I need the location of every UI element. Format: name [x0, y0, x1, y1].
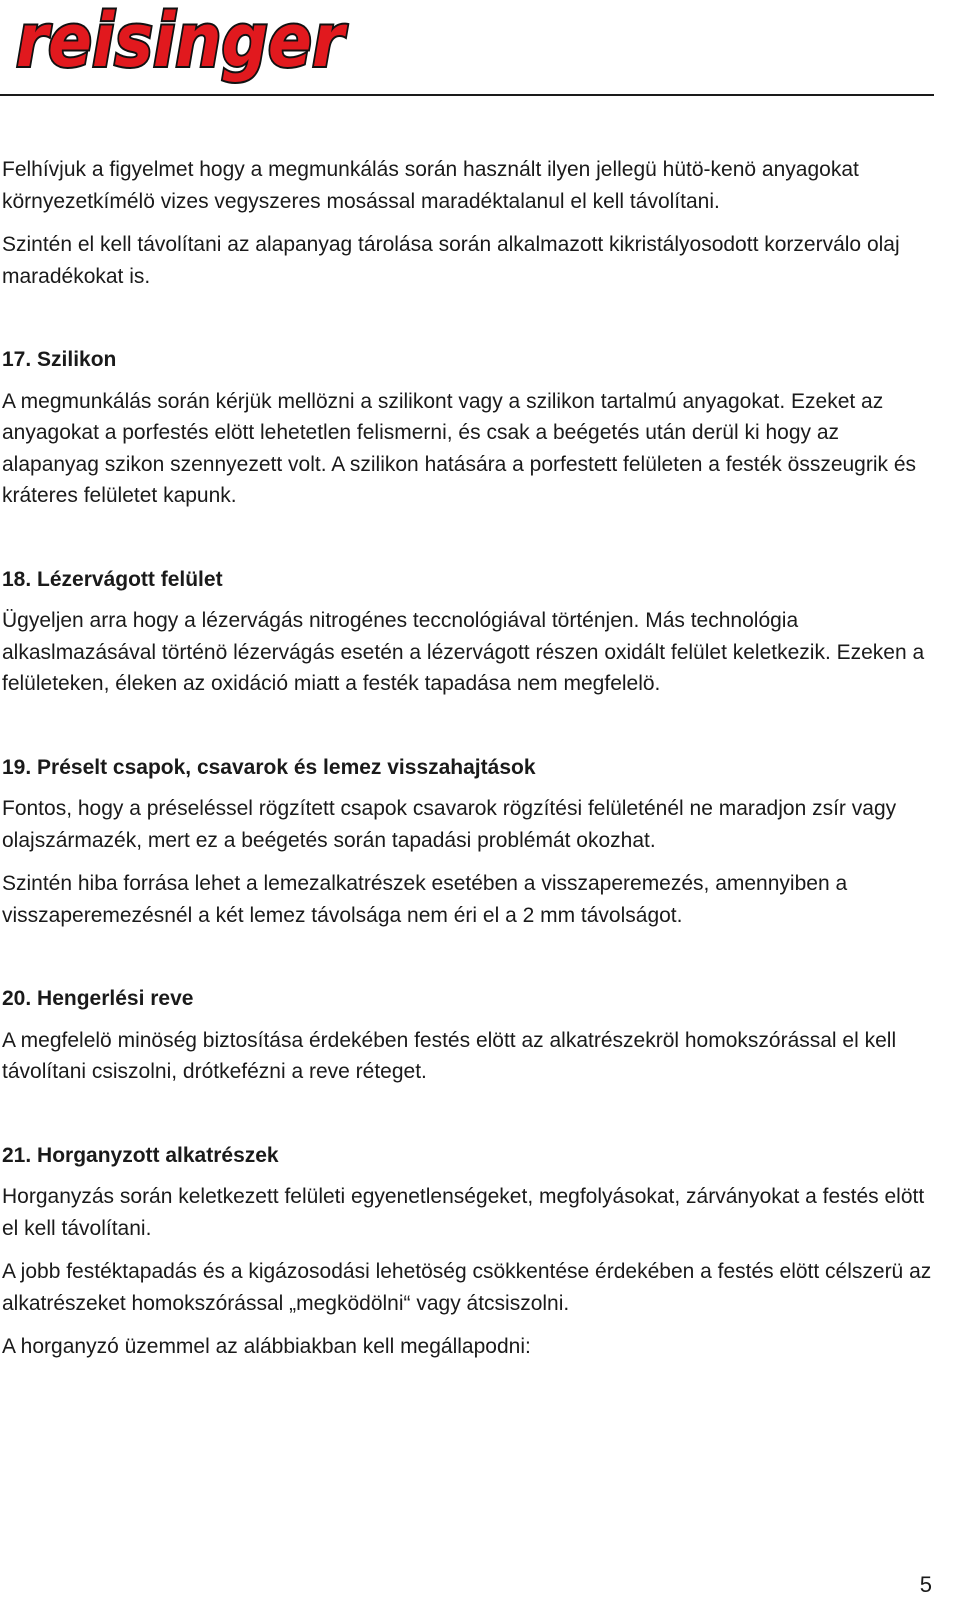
section-paragraph: Ügyeljen arra hogy a lézervágás nitrogénes teccnológiával történjen. Más technológia alkaslmazásával történö lézervágás esetén a lézervágott részen oxidált felület keletkezik. Ezeken a felületeken, éleken az oxidáció miatt a festék tapadása nem megfelelö.: [2, 609, 925, 695]
page-header: [0, 0, 960, 100]
section-heading-hengerlesi-reve: 20. Hengerlési reve: [2, 987, 194, 1010]
section-paragraph: Horganyzás során keletkezett felületi egyenetlenségeket, megfolyásokat, zárványokat a festés elött el kell távolítani.: [2, 1185, 925, 1240]
logo-wordmark: reisinger: [16, 0, 348, 84]
section-heading-horganyzott-alkatreszek: 21. Horganyzott alkatrészek: [2, 1143, 279, 1167]
section-paragraph: A horganyzó üzemmel az alábbiakban kell megállapodni:: [2, 1335, 531, 1358]
intro-paragraph: Szintén el kell távolítani az alapanyag tárolása során alkalmazott kikristályosodott korzerválo olaj maradékokat is.: [2, 233, 900, 288]
section-paragraph: A megmunkálás során kérjük mellözni a szilikont vagy a szilikon tartalmú anyagokat. Ezeket az anyagokat a porfestés elött lehetetlen felismerni, és csak a beégetés után derül ki hogy az alapanyag szikon szennyezett volt. A szilikon hatására a porfestett felületen a festék összeugrik és kráteres felületet kapunk.: [2, 389, 917, 507]
header-divider: [0, 94, 934, 96]
section-paragraph: Szintén hiba forrása lehet a lemezalkatrészek esetében a visszaperemezés, amennyiben a visszaperemezésnél a két lemez távolsága nem éri el a 2 mm távolságot.: [2, 872, 848, 927]
reisinger-logo: [10, 2, 350, 88]
section-paragraph: A jobb festéktapadás és a kigázosodási lehetöség csökkentése érdekében a festés elött célszerü az alkatrészeket homokszórással „megködölni“ vagy átcsiszolni.: [2, 1260, 932, 1315]
document-body: [2, 154, 932, 1363]
page-number: 5: [919, 1572, 932, 1597]
section-heading-szilikon: 17. Szilikon: [2, 348, 117, 371]
section-paragraph: A megfelelö minöség biztosítása érdekében festés elött az alkatrészekröl homokszórással el kell távolítani csiszolni, drótkefézni a reve réteget.: [2, 1028, 897, 1083]
section-heading-lezervagott-felulet: 18. Lézervágott felület: [2, 567, 223, 591]
intro-paragraph: Felhívjuk a figyelmet hogy a megmunkálás során használt ilyen jellegü hütö-kenö anyagokat környezetkímélö vizes vegyszeres mosással maradéktalanul el kell távolítani.: [2, 158, 859, 213]
section-heading-preselt-csapok: 19. Préselt csapok, csavarok és lemez visszahajtások: [2, 755, 536, 779]
section-paragraph: Fontos, hogy a préseléssel rögzített csapok csavarok rögzítési felületénél ne maradjon zsír vagy olajszármazék, mert ez a beégetés során tapadási problémát okozhat.: [2, 797, 897, 852]
